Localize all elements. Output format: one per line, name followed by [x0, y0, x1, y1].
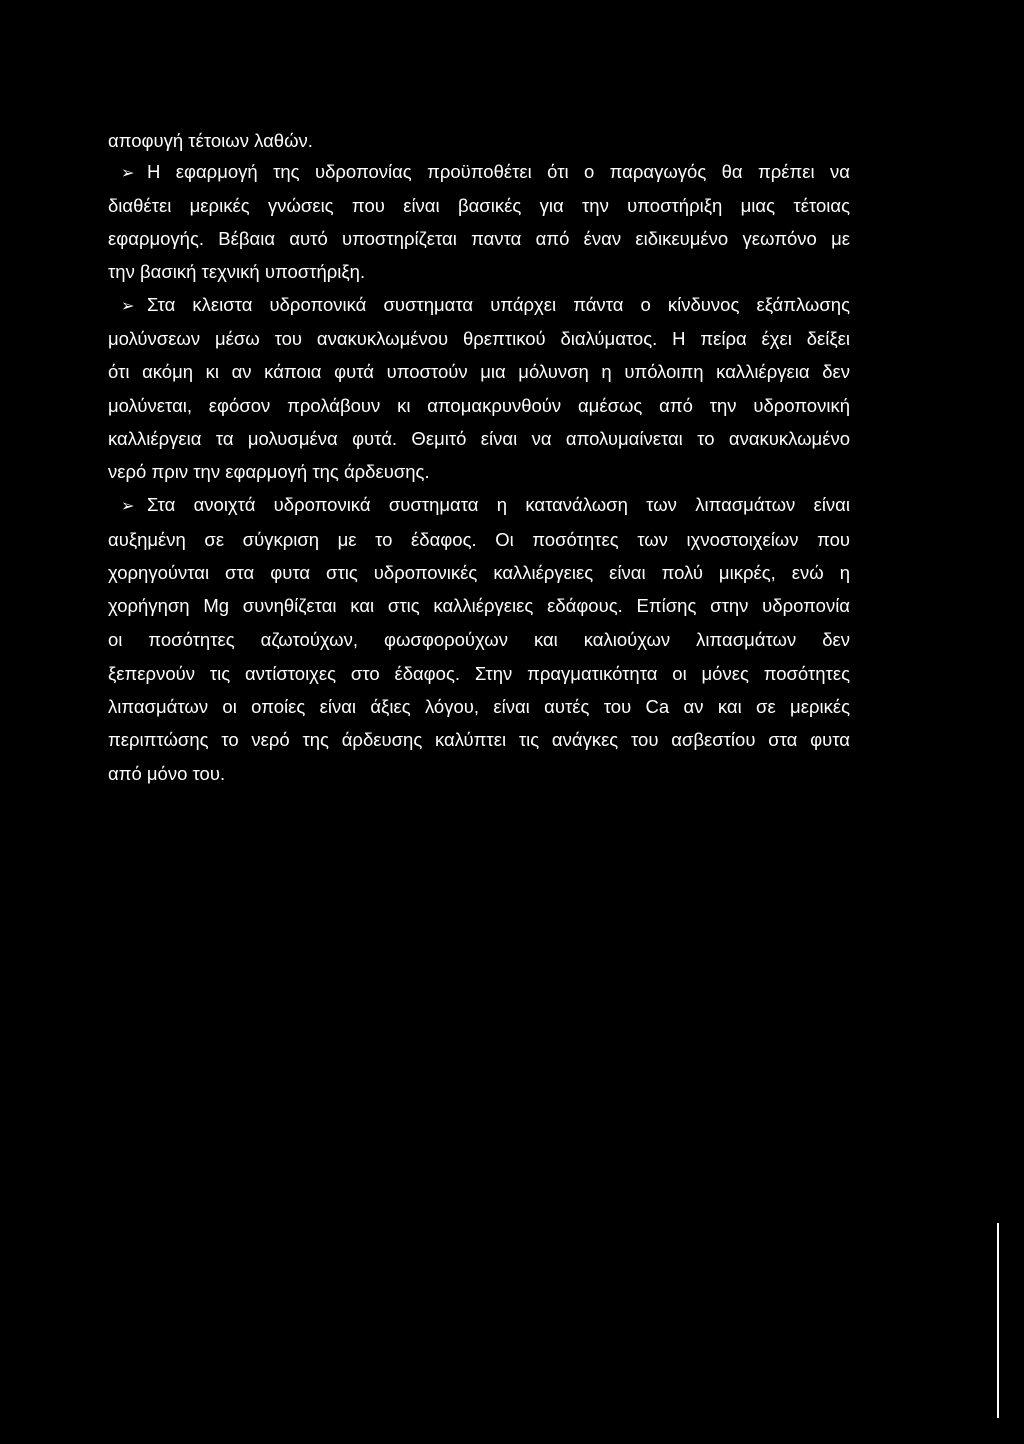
bullet-item-application — [121, 157, 850, 187]
line-text: νερό πριν την εφαρμογή της άρδευσης. — [108, 461, 430, 482]
text-line — [108, 591, 850, 621]
line-text: Στα ανοιχτά υδροπονικά συστηματα η κατανάλωση των λιπασμάτων είναι — [147, 494, 850, 515]
line-text: ότι ακόμη κι αν κάποια φυτά υποστούν μια μόλυνση η υπόλοιπη καλλιέργεια δεν — [108, 361, 850, 382]
line-text: καλλιέργεια τα μολυσμένα φυτά. Θεμιτό είναι να απολυμαίνεται το ανακυκλωμένο — [108, 428, 850, 449]
text-line — [108, 357, 850, 387]
line-text: Η εφαρμογή της υδροπονίας προϋποθέτει ότι ο παραγωγός θα πρέπει να — [147, 161, 850, 182]
arrow-bullet-icon: ➢ — [121, 498, 135, 515]
arrow-bullet-icon: ➢ — [121, 298, 135, 315]
line-text: την βασική τεχνική υποστήριξη. — [108, 261, 366, 282]
line-text: διαθέτει μερικές γνώσεις που είναι βασικές για την υποστήριξη μιας τέτοιας — [108, 195, 850, 216]
line-text: χορήγηση Mg συνηθίζεται και στις καλλιέργειες εδάφους. Επίσης στην υδροπονία — [108, 595, 850, 616]
line-text: από μόνο του. — [108, 763, 226, 784]
text-line — [108, 759, 225, 789]
line-text: εφαρμογής. Βέβαια αυτό υποστηρίζεται παντα από έναν ειδικευμένο γεωπόνο με — [108, 228, 850, 249]
line-text: Στα κλειστα υδροπονικά συστηματα υπάρχει πάντα ο κίνδυνος εξάπλωσης — [147, 294, 850, 315]
line-text: αυξημένη σε σύγκριση με το έδαφος. Οι ποσότητες των ιχνοστοιχείων που — [108, 529, 850, 550]
text-line — [108, 424, 850, 454]
scan-edge-line — [997, 1291, 999, 1418]
arrow-bullet-icon: ➢ — [121, 165, 135, 182]
text-line — [108, 257, 365, 287]
text-line — [108, 191, 850, 221]
text-line — [108, 692, 850, 722]
line-text: μολύνσεων μέσω του ανακυκλωμένου θρεπτικού διαλύματος. Η πείρα έχει δείξει — [108, 328, 850, 349]
text-line — [108, 324, 850, 354]
line-text: χορηγούνται στα φυτα στις υδροπονικές καλλιέργειες είναι πολύ μικρές, ενώ η — [108, 562, 850, 583]
line-text: ξεπερνούν τις αντίστοιχες στο έδαφος. Στην πραγματικότητα οι μόνες ποσότητες — [108, 663, 850, 684]
text-line — [108, 659, 850, 689]
text-line — [108, 725, 850, 755]
text-line — [108, 525, 850, 555]
text-line — [108, 224, 850, 254]
line-text: περιπτώσης το νερό της άρδευσης καλύπτει τις ανάγκες του ασβεστίου στα φυτα — [108, 729, 850, 750]
text-line — [108, 625, 850, 655]
line-text: οι ποσότητες αζωτούχων, φωσφορούχων και καλιούχων λιπασμάτων δεν — [108, 629, 850, 650]
bullet-item-closed-systems — [121, 290, 850, 320]
line-text: αποφυγή τέτοιων λαθών. — [108, 130, 313, 151]
text-line — [108, 457, 430, 487]
text-line — [108, 126, 313, 156]
text-line — [108, 391, 850, 421]
line-text: λιπασμάτων οι οποίες είναι άξιες λόγου, είναι αυτές του Ca αν και σε μερικές — [108, 696, 850, 717]
line-text: μολύνεται, εφόσον προλάβουν κι απομακρυνθούν αμέσως από την υδροπονική — [108, 395, 850, 416]
text-line — [108, 558, 850, 588]
bullet-item-open-systems — [121, 490, 850, 520]
scan-edge-line — [997, 1223, 999, 1291]
